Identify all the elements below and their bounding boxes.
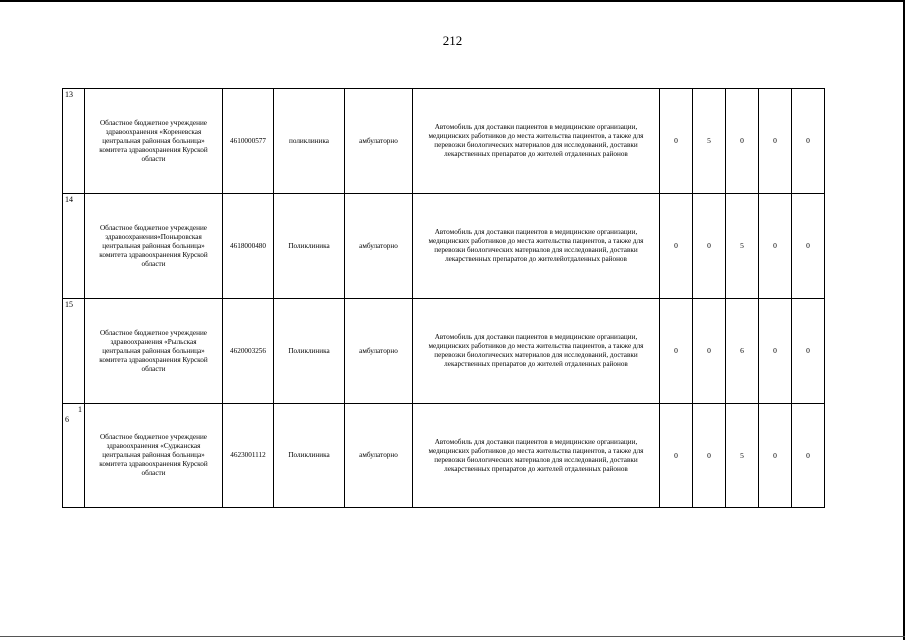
value-cell: 6 [726,299,759,404]
row-number [63,404,85,508]
care-mode: амбулаторно [345,404,413,508]
vehicle-purpose: Автомобиль для доставки пациентов в медицинские организации, медицинских работников до места жительства пациентов, а также для перевозки биологических материалов для исследований, доставки лекарственных препаратов до жителей отдаленных районов [413,404,660,508]
scan-border-bottom [0,636,905,637]
vehicle-registry-table [62,88,825,508]
scan-border-top [0,0,905,2]
unit-type: Поликлиника [274,404,345,508]
organization-code: 4620003256 [223,299,274,404]
vehicle-purpose: Автомобиль для доставки пациентов в медицинские организации, медицинских работников до места жительства пациентов, а также для перевозки биологических материалов для исследований, доставки лекарственных препаратов до жителейотдаленных районов [413,194,660,299]
vehicle-purpose: Автомобиль для доставки пациентов в медицинские организации, медицинских работников до места жительства пациентов, а также для перевозки биологических материалов для исследований, доставки лекарственных препаратов до жителей отдаленных районов [413,89,660,194]
organization-name: Областное бюджетное учреждение здравоохранения «Рыльская центральная районная больница» комитета здравоохранения Курской области [85,299,223,404]
organization-code: 4618000480 [223,194,274,299]
page-number: 212 [442,33,463,48]
row-number-part: 6 [65,415,69,424]
unit-type: Поликлиника [274,299,345,404]
unit-type: Поликлиника [274,194,345,299]
value-cell: 0 [693,404,726,508]
organization-code: 4610000577 [223,89,274,194]
value-cell: 0 [660,194,693,299]
value-cell: 0 [660,404,693,508]
value-cell: 5 [726,404,759,508]
care-mode: амбулаторно [345,194,413,299]
value-cell: 0 [792,404,825,508]
organization-name: Областное бюджетное учреждение здравоохранения «Суджанская центральная районная больница» комитета здравоохранения Курской области [85,404,223,508]
value-cell: 0 [792,89,825,194]
value-cell: 0 [792,194,825,299]
row-number: 15 [63,299,85,404]
value-cell: 0 [693,194,726,299]
value-cell: 0 [660,89,693,194]
organization-name: Областное бюджетное учреждение здравоохранения «Кореневская центральная районная больница» комитета здравоохранения Курской области [85,89,223,194]
care-mode: амбулаторно [345,299,413,404]
table-row [63,299,825,404]
row-number-part: 1 [78,405,82,414]
value-cell: 0 [693,299,726,404]
value-cell: 0 [792,299,825,404]
table-row [63,194,825,299]
value-cell: 5 [726,194,759,299]
vehicle-purpose: Автомобиль для доставки пациентов в медицинские организации, медицинских работников до места жительства пациентов, а также для перевозки биологических материалов для исследований, доставки лекарственных препаратов до жителей отдаленных районов [413,299,660,404]
care-mode: амбулаторно [345,89,413,194]
value-cell: 5 [693,89,726,194]
value-cell: 0 [660,299,693,404]
row-number: 14 [63,194,85,299]
row-number: 13 [63,89,85,194]
value-cell: 0 [759,194,792,299]
value-cell: 0 [759,404,792,508]
value-cell: 0 [726,89,759,194]
unit-type: поликлиника [274,89,345,194]
value-cell: 0 [759,299,792,404]
value-cell: 0 [759,89,792,194]
organization-code: 4623001112 [223,404,274,508]
organization-name: Областное бюджетное учреждение здравоохранения«Поныровская центральная районная больница» комитета здравоохранения Курской области [85,194,223,299]
table-row [63,404,825,508]
table-row [63,89,825,194]
